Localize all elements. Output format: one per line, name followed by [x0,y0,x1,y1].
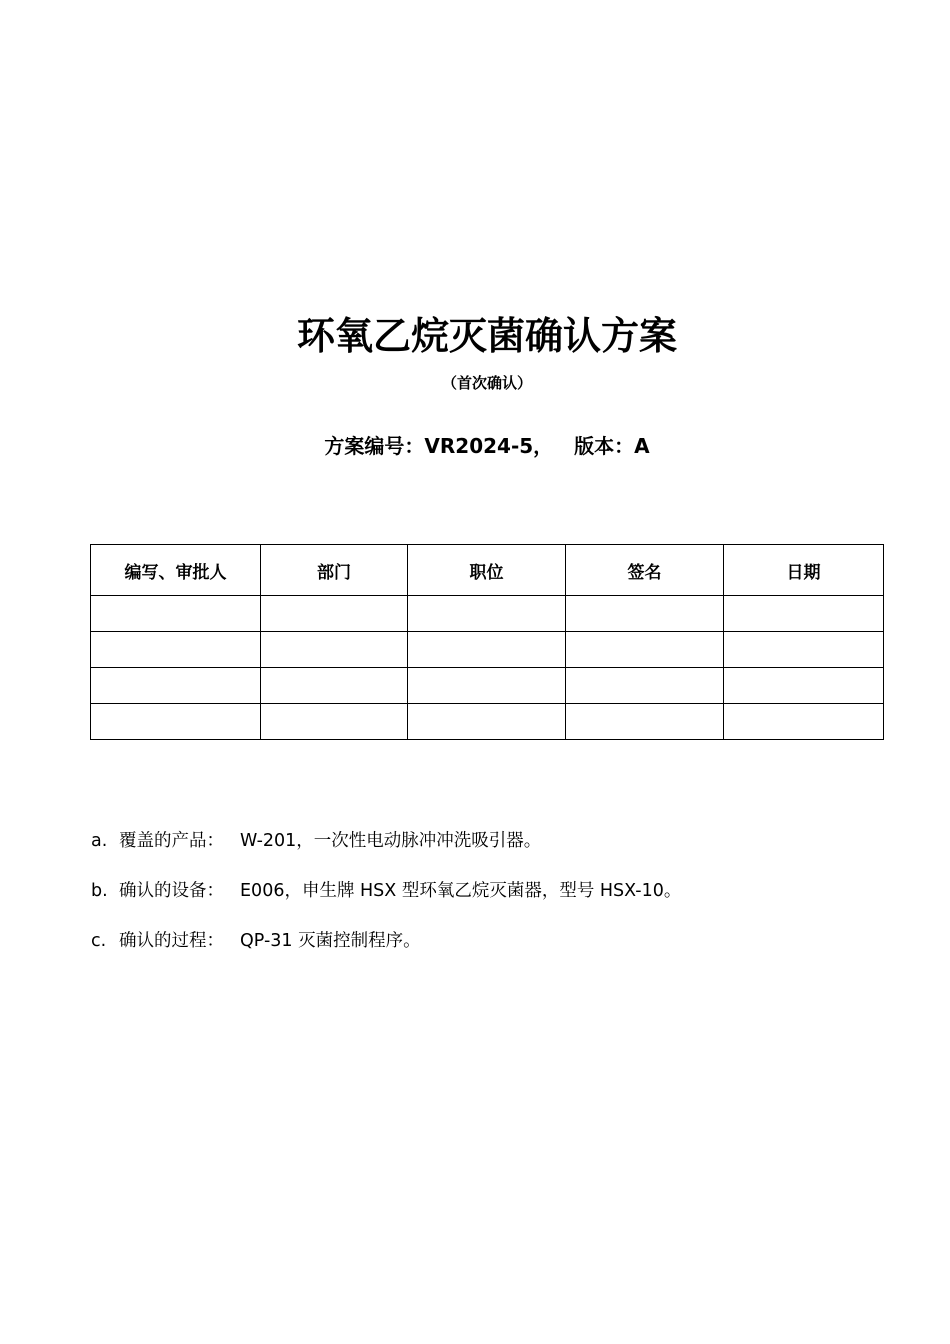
table-row [91,704,884,740]
scope-list [91,826,891,976]
table-cell [261,632,408,668]
document-number-version: 方案编号：VR2024-5， 版本：A [324,434,650,458]
table-cell [261,704,408,740]
table-cell [408,668,566,704]
table-cell [566,668,724,704]
column-header-date: 日期 [724,545,884,596]
column-header-department: 部门 [261,545,408,596]
table-row [91,668,884,704]
table-row [91,632,884,668]
table-row [91,596,884,632]
approval-table [90,544,884,740]
scope-item-process [91,926,891,956]
table-cell [566,704,724,740]
table-cell [566,596,724,632]
table-cell [724,704,884,740]
list-marker: c. [91,931,107,951]
table-cell [91,704,261,740]
scope-item-product [91,826,891,856]
table-cell [261,668,408,704]
list-marker: a. [91,831,108,851]
table-cell [91,632,261,668]
column-header-approver: 编写、审批人 [91,545,261,596]
table-cell [566,632,724,668]
list-marker: b. [91,881,108,901]
document-subtitle: （首次确认） [441,374,532,392]
table-cell [724,596,884,632]
table-cell [724,668,884,704]
scope-label: 确认的过程： [119,931,224,951]
table-header-row [91,545,884,596]
table-cell [261,596,408,632]
scope-item-equipment [91,876,891,906]
scope-value: W-201，一次性电动脉冲冲洗吸引器。 [240,831,542,851]
table-cell [408,704,566,740]
scope-value: QP-31 灭菌控制程序。 [240,931,421,951]
scope-value: E006，申生牌 HSX 型环氧乙烷灭菌器，型号 HSX-10。 [240,881,682,901]
column-header-signature: 签名 [566,545,724,596]
table-cell [724,632,884,668]
table-cell [91,596,261,632]
table-cell [408,596,566,632]
scope-label: 覆盖的产品： [119,831,224,851]
table-cell [91,668,261,704]
table-cell [408,632,566,668]
column-header-position: 职位 [408,545,566,596]
document-title: 环氧乙烷灭菌确认方案 [296,314,677,358]
scope-label: 确认的设备： [119,881,224,901]
